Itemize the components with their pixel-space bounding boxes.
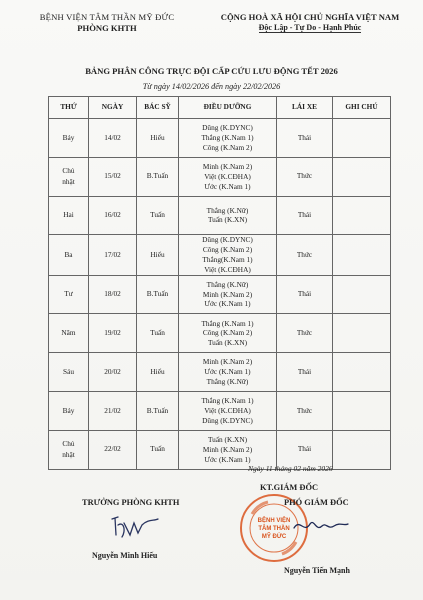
nurse-line: Tuấn (K.XN) (207, 338, 248, 348)
cell-date: 21/02 (89, 391, 137, 430)
cell-driver: Thái (277, 353, 333, 392)
table-row (49, 430, 391, 469)
cell-notes (333, 314, 391, 353)
day-line: Hai (63, 210, 74, 220)
cell-nurses (179, 119, 277, 158)
cell-date: 18/02 (89, 275, 137, 314)
table-row (49, 353, 391, 392)
cell-doctor: Hiếu (137, 235, 179, 275)
day-line: nhật (62, 449, 75, 459)
cell-date: 20/02 (89, 353, 137, 392)
schedule-body (49, 119, 391, 470)
cell-driver: Thức (277, 157, 333, 196)
cell-day (49, 119, 89, 158)
cell-day (49, 196, 89, 235)
left-signer-name: Nguyễn Minh Hiếu (92, 551, 158, 560)
cell-notes (333, 391, 391, 430)
table-row (49, 119, 391, 158)
day-line: Tư (64, 289, 73, 299)
nurse-line: Việt (K.CĐHA) (204, 264, 251, 274)
department-name: PHÒNG KHTH (77, 23, 137, 33)
day-line: Chủ (62, 166, 75, 176)
day-line: Chủ (62, 439, 75, 449)
cell-nurses (179, 353, 277, 392)
cell-date: 15/02 (89, 157, 137, 196)
cell-date: 17/02 (89, 235, 137, 275)
nurse-line: Minh (K.Nam 2) (202, 289, 253, 299)
cell-notes (333, 235, 391, 275)
nurse-line: Công (K.Nam 2) (202, 245, 253, 255)
cell-doctor: B.Tuấn (137, 157, 179, 196)
day-line: Bảy (62, 132, 75, 142)
nurse-line: Minh (K.Nam 2) (202, 444, 253, 454)
nation-motto: Độc Lập - Tự Do - Hạnh Phúc (258, 23, 362, 32)
organization-header (22, 12, 192, 33)
nurse-line: Thắng (K.Nam 1) (201, 133, 254, 142)
nurse-line: Thắng (K.Nam 1) (201, 318, 254, 328)
nurse-line: Dũng (K.DYNC) (202, 235, 253, 245)
cell-driver: Thái (277, 430, 333, 469)
nurse-line: Dũng (K.DYNC) (202, 415, 253, 425)
document-title: BẢNG PHÂN CÔNG TRỰC ĐỘI CẤP CỨU LƯU ĐỘNG TẾT 2026 (85, 66, 338, 76)
nurse-line: Minh (K.Nam 2) (202, 357, 253, 367)
svg-text:TÂM THẦN: TÂM THẦN (258, 526, 290, 532)
day-line: Sáu (63, 366, 74, 376)
table-header-row (49, 97, 391, 119)
column-header-date: NGÀY (89, 97, 137, 119)
cell-driver: Thái (277, 119, 333, 158)
cell-notes (333, 157, 391, 196)
nurse-line: Thắng (K.Nữ) (206, 279, 249, 289)
hospital-name: BỆNH VIỆN TÂM THẦN MỸ ĐỨC (39, 12, 175, 22)
nurse-line: Công (K.Nam 2) (202, 142, 253, 152)
cell-day (49, 353, 89, 392)
cell-driver: Thái (277, 275, 333, 314)
nurse-line: Minh (K.Nam 2) (202, 162, 253, 171)
cell-driver: Thức (277, 314, 333, 353)
column-header-day: THỨ (49, 97, 89, 119)
cell-day (49, 275, 89, 314)
cell-date: 14/02 (89, 119, 137, 158)
cell-nurses (179, 196, 277, 235)
svg-text:MỸ ĐỨC: MỸ ĐỨC (261, 534, 287, 540)
right-signature (290, 512, 350, 540)
cell-notes (333, 196, 391, 235)
cell-nurses (179, 391, 277, 430)
day-line: Bảy (62, 405, 75, 415)
cell-notes (333, 275, 391, 314)
cell-notes (333, 353, 391, 392)
day-line: Ba (64, 249, 73, 259)
cell-driver: Thức (277, 235, 333, 275)
cell-driver: Thức (277, 391, 333, 430)
nurse-line: Dũng (K.DYNC) (202, 123, 253, 133)
cell-doctor: Tuấn (137, 314, 179, 353)
cell-doctor: Hiếu (137, 353, 179, 392)
left-signer-title: TRƯỞNG PHÒNG KHTH (82, 498, 180, 507)
column-header-driver: LÁI XE (277, 97, 333, 119)
table-row (49, 314, 391, 353)
table-row (49, 275, 391, 314)
cell-day (49, 235, 89, 275)
nurse-line: Việt (K.CĐHA) (204, 405, 251, 415)
cell-date: 19/02 (89, 314, 137, 353)
cell-nurses (179, 235, 277, 275)
table-row (49, 235, 391, 275)
left-signature (104, 509, 164, 545)
schedule-table (48, 96, 391, 470)
national-header (212, 12, 408, 32)
cell-doctor: B.Tuấn (137, 275, 179, 314)
column-header-notes: GHI CHÚ (333, 97, 391, 119)
nurse-line: Tuấn (K.XN) (207, 434, 248, 444)
cell-doctor: B.Tuấn (137, 391, 179, 430)
cell-notes (333, 430, 391, 469)
nurse-line: Việt (K.CĐHA) (204, 171, 251, 181)
cell-day (49, 391, 89, 430)
nurse-line: Ước (K.Nam 1) (204, 454, 251, 464)
cell-date: 16/02 (89, 196, 137, 235)
nurse-line: Thắng (K.Nữ) (206, 376, 249, 386)
cell-doctor: Tuấn (137, 430, 179, 469)
nurse-line: Ước (K.Nam 1) (204, 181, 251, 191)
right-signer-name: Nguyễn Tiến Mạnh (284, 566, 350, 575)
day-line: nhật (62, 176, 75, 186)
cell-driver: Thái (277, 196, 333, 235)
right-signer-authority: KT.GIÁM ĐỐC (260, 483, 319, 492)
cell-date: 22/02 (89, 430, 137, 469)
nurse-line: Tuấn (K.XN) (207, 215, 248, 225)
cell-day (49, 157, 89, 196)
cell-nurses (179, 275, 277, 314)
date-range: Từ ngày 14/02/2026 đến ngày 22/02/2026 (142, 82, 281, 91)
table-row (49, 157, 391, 196)
svg-text:BỆNH VIỆN: BỆNH VIỆN (257, 518, 291, 524)
cell-nurses (179, 314, 277, 353)
signing-date: Ngày 11 tháng 02 năm 2026 (248, 464, 333, 473)
cell-day (49, 314, 89, 353)
cell-notes (333, 119, 391, 158)
table-row (49, 196, 391, 235)
cell-doctor: Hiếu (137, 119, 179, 158)
nation-name: CỘNG HOÀ XÃ HỘI CHỦ NGHĨA VIỆT NAM (220, 12, 400, 22)
nurse-line: Ước (K.Nam 1) (204, 367, 251, 377)
cell-doctor: Tuấn (137, 196, 179, 235)
cell-day (49, 430, 89, 469)
column-header-doctor: BÁC SỸ (137, 97, 179, 119)
table-row (49, 391, 391, 430)
nurse-line: Thắng (K.Nam 1) (201, 396, 254, 406)
day-line: Năm (61, 328, 76, 338)
nurse-line: Thắng (K.Nữ) (206, 205, 249, 215)
right-signer-title: PHÓ GIÁM ĐỐC (284, 498, 349, 507)
column-header-nurses: ĐIỀU DƯỠNG (179, 97, 277, 119)
cell-nurses (179, 157, 277, 196)
nurse-line: Ước (K.Nam 1) (204, 299, 251, 309)
nurse-line: Công (K.Nam 2) (202, 328, 253, 338)
nurse-line: Thắng(K.Nam 1) (202, 254, 253, 264)
